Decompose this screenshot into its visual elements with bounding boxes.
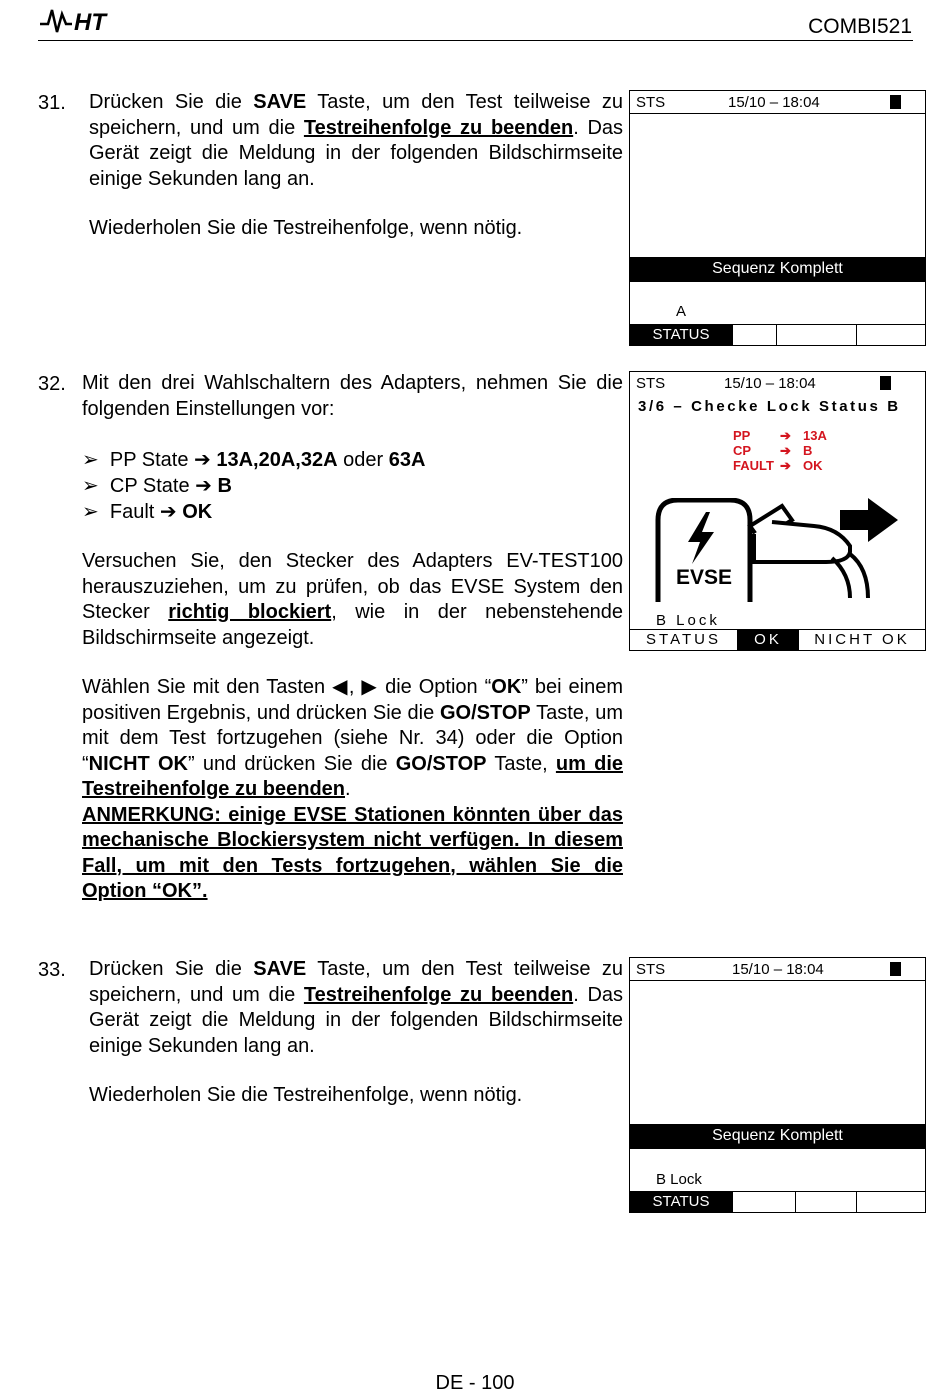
- screen-status-bar: [630, 91, 925, 114]
- page-number: DE - 100: [435, 1372, 515, 1394]
- sub-label: B Lock: [656, 1171, 702, 1188]
- cp-arrow-icon: ➔: [780, 443, 791, 458]
- model-name: COMBI521: [808, 15, 912, 38]
- status-softkey[interactable]: STATUS: [630, 630, 738, 650]
- datetime: 15/10 – 18:04: [724, 375, 816, 392]
- softkey-4[interactable]: [857, 1192, 925, 1212]
- right-arrow-icon: ➔: [195, 475, 212, 497]
- sub-label: B Lock: [656, 612, 720, 629]
- sts-label: STS: [636, 961, 666, 978]
- instrument-screen-1: [629, 90, 926, 346]
- step-33-number: 33.: [38, 959, 66, 981]
- arrowhead-bullet-icon: ➢: [82, 449, 99, 471]
- pp-arrow-icon: ➔: [780, 428, 791, 443]
- evse-label: EVSE: [675, 566, 733, 589]
- battery-icon: [890, 962, 901, 976]
- right-arrow-icon: ➔: [194, 449, 211, 471]
- pull-arrow-icon: [840, 498, 898, 542]
- softkey-row: [630, 1191, 925, 1212]
- softkey-4[interactable]: [857, 325, 925, 345]
- datetime: 15/10 – 18:04: [732, 961, 824, 978]
- battery-icon: [880, 376, 891, 390]
- step-33-paragraph: Drücken Sie die SAVE Taste, um den Test teilweise zu speichern, und um die Testreihenfolge zu beenden. Das Gerät zeigt die Meldung in der folgenden Bildschirmseite einige Sekunden lang an.: [89, 958, 624, 1057]
- status-softkey[interactable]: STATUS: [630, 1192, 733, 1212]
- step-31-paragraph: Drücken Sie die SAVE Taste, um den Test teilweise zu speichern, und um die Testreihenfolge zu beenden. Das Gerät zeigt die Meldung in der folgenden Bildschirmseite einige Sekunden lang an.: [89, 91, 624, 190]
- arrowhead-bullet-icon: ➢: [82, 501, 99, 523]
- battery-icon: [890, 95, 901, 109]
- step-32-intro: Mit den drei Wahlschaltern des Adapters, nehmen Sie die folgenden Einstellungen vor:: [82, 372, 623, 420]
- divider: [630, 1147, 925, 1149]
- cp-value: B: [803, 443, 813, 458]
- step-32-check-paragraph: Versuchen Sie, den Stecker des Adapters EV-TEST100 herauszuziehen, um zu prüfen, ob das EVSE System den Stecker richtig blockiert, wie in der nebenstehende Bildschirmseite angezeigt.: [82, 550, 623, 649]
- pp-value: 13A: [803, 428, 827, 443]
- sequence-complete-banner: Sequenz Komplett: [630, 257, 925, 280]
- instrument-screen-2: [629, 371, 926, 651]
- ht-logo: [38, 2, 130, 36]
- cp-label: CP: [733, 443, 752, 458]
- ok-softkey[interactable]: OK: [738, 630, 799, 650]
- softkey-row: [630, 629, 925, 650]
- screen-status-bar: [630, 372, 925, 394]
- bullet-cp-state: ➢ CP State ➔ B: [82, 475, 232, 497]
- note-text: ANMERKUNG: einige EVSE Stationen könnten über das mechanische Blockiersystem nicht verfügen. In diesem Fall, um mit den Tests fortzugehen, wählen Sie die Option “OK”.: [82, 803, 623, 902]
- lightning-icon: [688, 512, 714, 564]
- divider: [630, 280, 925, 282]
- softkey-3[interactable]: [796, 1192, 857, 1212]
- status-softkey[interactable]: STATUS: [630, 325, 733, 345]
- sequence-complete-banner: Sequenz Komplett: [630, 1124, 925, 1147]
- pp-label: PP: [733, 428, 751, 443]
- test-title: 3/6 – Checke Lock Status B: [638, 398, 901, 415]
- step-32-number: 32.: [38, 373, 66, 395]
- step-31-number: 31.: [38, 92, 66, 114]
- datetime: 15/10 – 18:04: [728, 94, 820, 111]
- step-31-repeat: Wiederholen Sie die Testreihenfolge, wenn nötig.: [89, 217, 523, 239]
- step-32-selection-paragraph: Wählen Sie mit den Tasten ◀, ▶ die Option “OK” bei einem positiven Ergebnis, und drücken Sie die GO/STOP Taste, um mit dem Test fortzugehen (siehe Nr. 34) oder die Option “NICHT OK” und drücken Sie die GO/STOP Taste, um die Testreihenfolge zu beenden. ANMERKUNG: einige EVSE Stationen könnten über das mechanische Blockiersystem nicht verfügen. In diesem Fall, um mit den Tests fortzugehen, wählen Sie die Option “OK”.: [82, 676, 624, 902]
- fault-arrow-icon: ➔: [780, 458, 791, 473]
- bullet-fault: ➢ Fault ➔ OK: [82, 501, 213, 523]
- arrowhead-bullet-icon: ➢: [82, 475, 99, 497]
- softkey-row: [630, 324, 925, 345]
- sts-label: STS: [636, 94, 666, 111]
- softkey-3[interactable]: [777, 325, 857, 345]
- nicht-ok-softkey[interactable]: NICHT OK: [814, 631, 910, 648]
- header-divider: [38, 40, 913, 41]
- step-33-repeat: Wiederholen Sie die Testreihenfolge, wenn nötig.: [89, 1084, 523, 1106]
- screen-status-bar: [630, 958, 925, 981]
- fault-value: OK: [803, 458, 823, 473]
- sub-label: A: [676, 303, 687, 320]
- brand-text: HT: [74, 9, 106, 36]
- softkey-2[interactable]: [733, 325, 777, 345]
- softkey-2[interactable]: [733, 1192, 796, 1212]
- bullet-pp-state: ➢ PP State ➔ 13A,20A,32A oder 63A: [82, 449, 426, 471]
- instrument-screen-3: [629, 957, 926, 1213]
- right-arrow-icon: ➔: [159, 501, 177, 523]
- sts-label: STS: [636, 375, 666, 392]
- evse-plug-illustration: [654, 498, 904, 606]
- fault-label: FAULT: [733, 458, 774, 473]
